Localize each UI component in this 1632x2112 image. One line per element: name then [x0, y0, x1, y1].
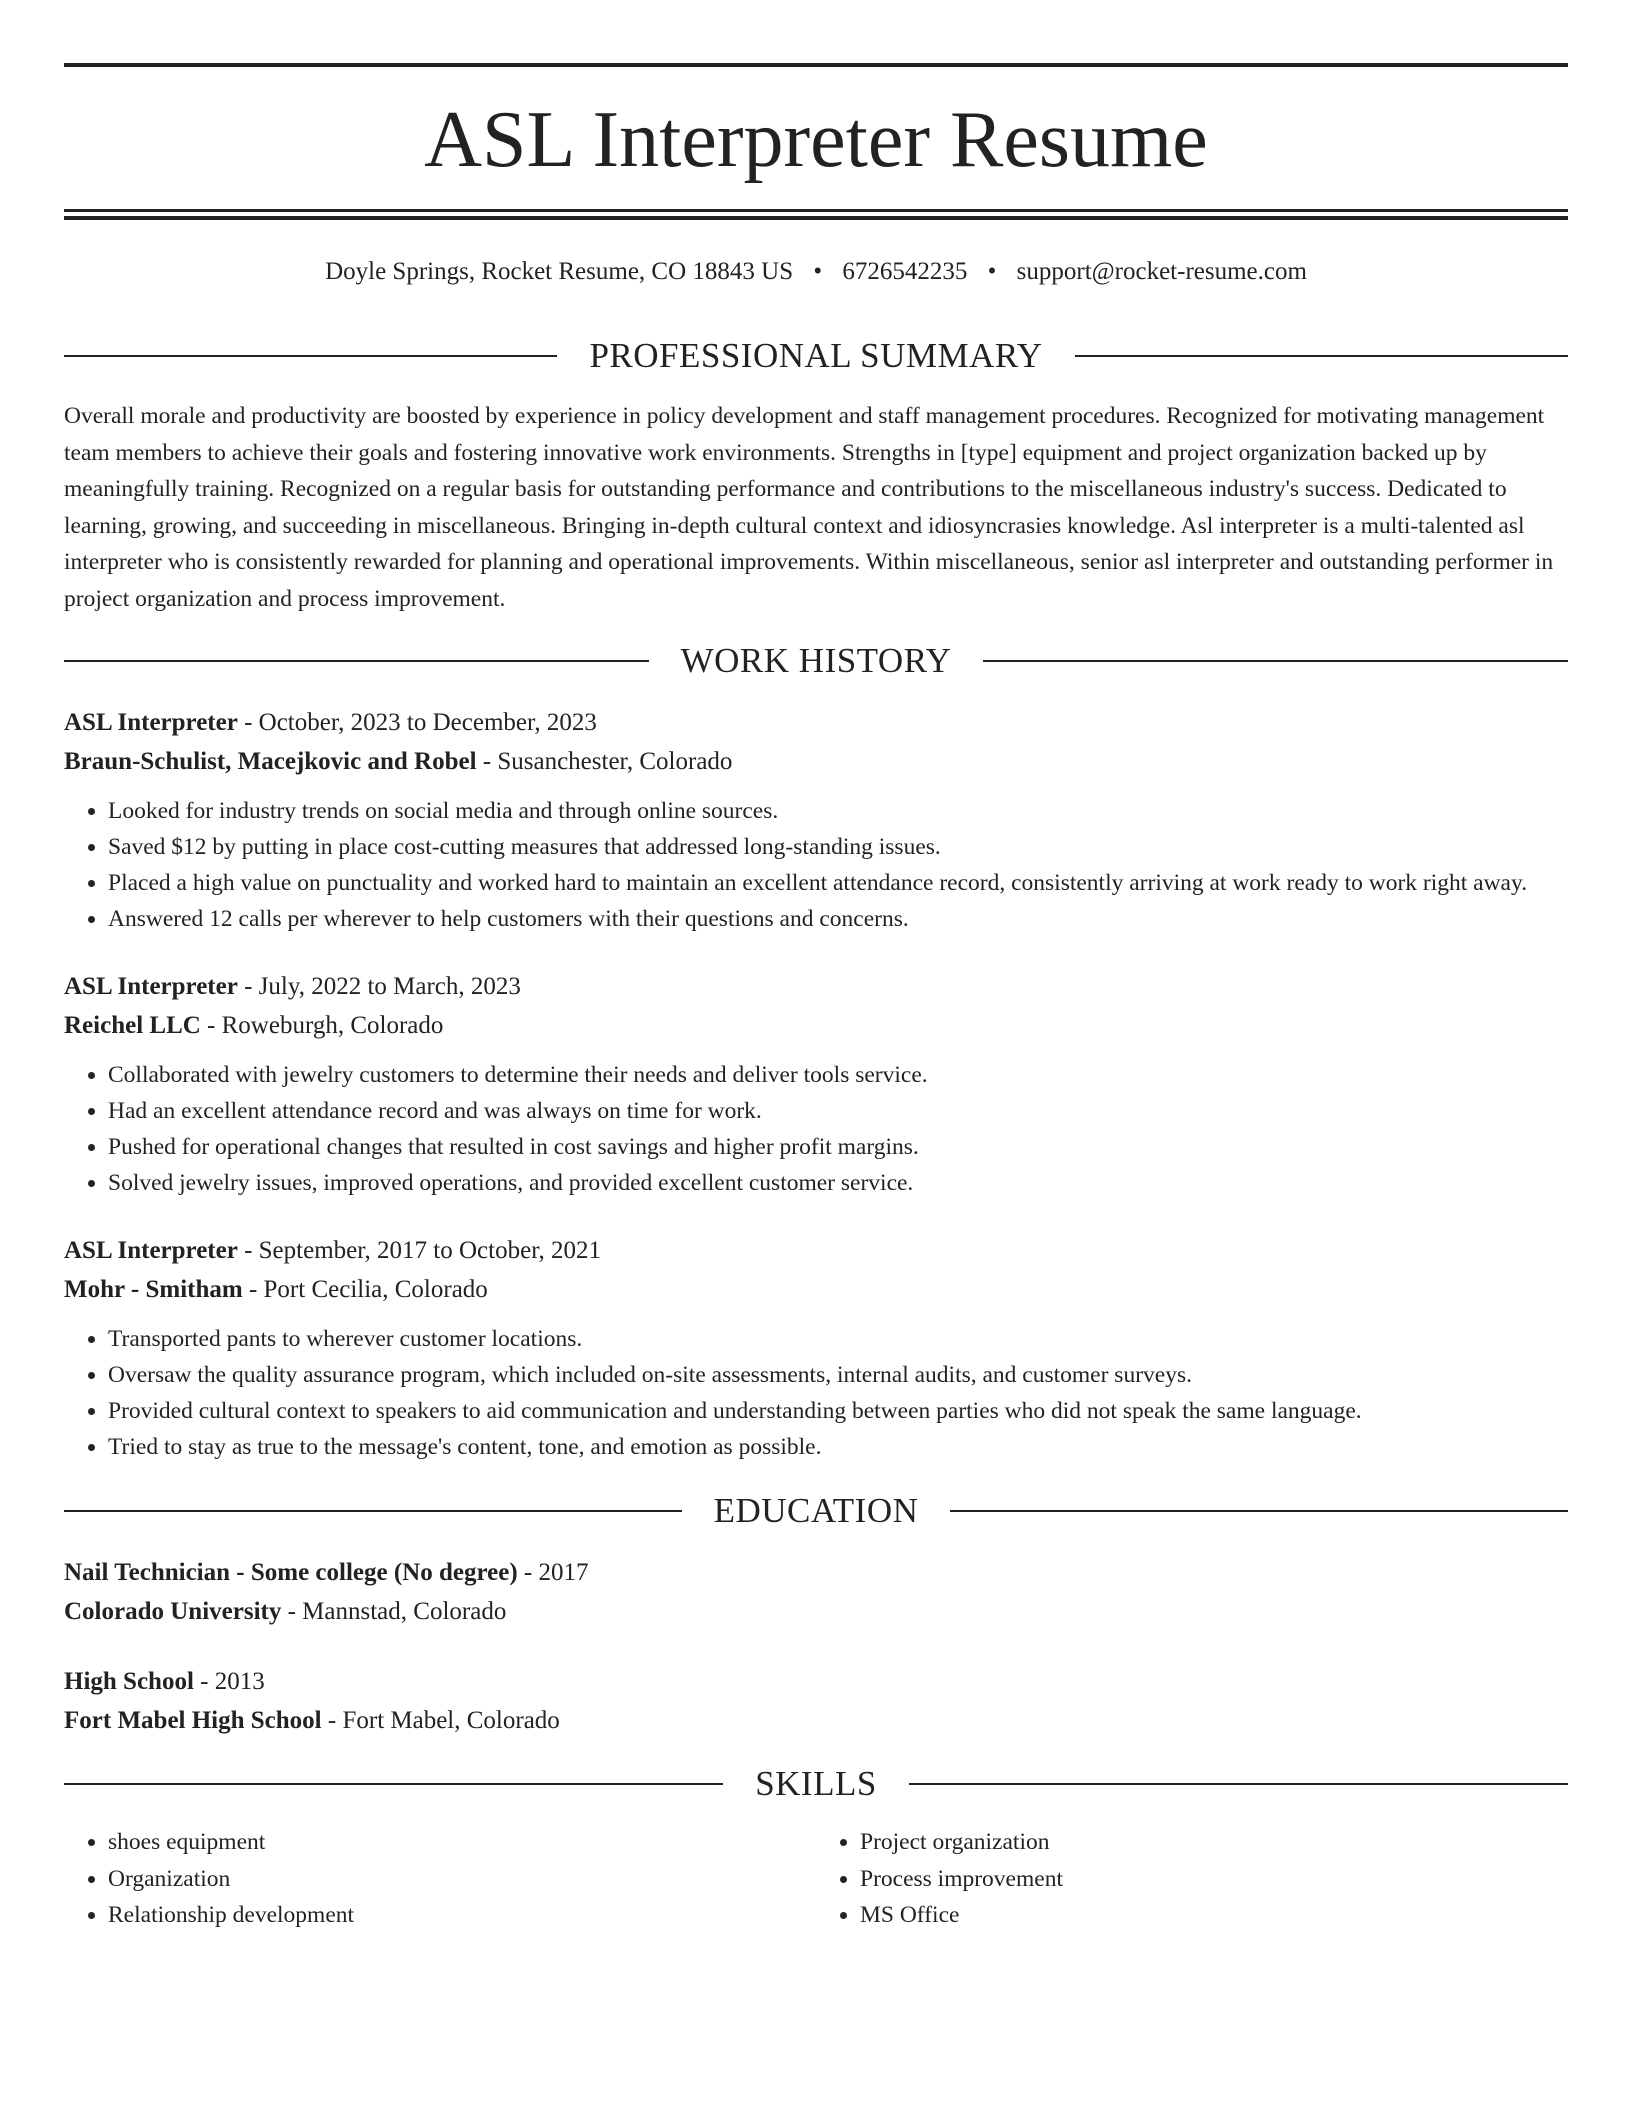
job-bullets	[64, 1057, 1568, 1201]
job-location: - Roweburgh, Colorado	[200, 1012, 444, 1039]
section-heading-work	[64, 635, 1568, 687]
education-school-line	[64, 1592, 1568, 1631]
contact-line	[64, 254, 1568, 290]
job-bullets	[64, 793, 1568, 937]
work-history-list	[64, 703, 1568, 1465]
section-label: SKILLS	[755, 1764, 877, 1803]
contact-email: support@rocket-resume.com	[1016, 258, 1307, 285]
list-item: • shoes equipment	[108, 1824, 816, 1861]
contact-separator: •	[987, 258, 997, 285]
job-company-line	[64, 1006, 1568, 1045]
contact-address: Doyle Springs, Rocket Resume, CO 18843 US	[325, 258, 794, 285]
list-item: • Organization	[108, 1861, 816, 1898]
skills-list-right	[816, 1824, 1568, 1934]
heading-rule	[64, 1510, 682, 1512]
section-heading-skills	[64, 1758, 1568, 1810]
list-item: • Collaborated with jewelry customers to determine their needs and deliver tools service.	[108, 1057, 1568, 1093]
job-entry	[64, 1231, 1568, 1465]
list-item: • Placed a high value on punctuality and worked hard to maintain an excellent attendance record, consistently arriving at work ready to work right away.	[108, 865, 1568, 901]
skills-columns	[64, 1824, 1568, 1934]
heading-rule	[64, 355, 557, 357]
resume-content	[64, 330, 1568, 1934]
list-item: • Looked for industry trends on social media and through online sources.	[108, 793, 1568, 829]
list-item: • Relationship development	[108, 1897, 816, 1934]
job-dates: - July, 2022 to March, 2023	[237, 973, 521, 1000]
job-title-line	[64, 703, 1568, 742]
education-degree-line	[64, 1662, 1568, 1701]
list-item: • Provided cultural context to speakers to aid communication and understanding between parties who did not speak the same language.	[108, 1393, 1568, 1429]
section-label: PROFESSIONAL SUMMARY	[589, 336, 1043, 375]
top-rule	[64, 63, 1568, 67]
list-item: • Process improvement	[860, 1861, 1568, 1898]
education-year: - 2013	[193, 1668, 265, 1695]
education-entry	[64, 1662, 1568, 1740]
education-degree-line	[64, 1553, 1568, 1592]
section-heading-summary	[64, 330, 1568, 382]
job-company-line	[64, 1270, 1568, 1309]
list-item: • Had an excellent attendance record and was always on time for work.	[108, 1093, 1568, 1129]
section-heading-education	[64, 1485, 1568, 1537]
education-school: Fort Mabel High School	[64, 1707, 322, 1734]
job-location: - Susanchester, Colorado	[476, 748, 733, 775]
title-rule-upper	[64, 209, 1568, 212]
education-degree: High School	[64, 1668, 194, 1695]
heading-rule	[950, 1510, 1568, 1512]
page-title: ASL Interpreter Resume	[424, 96, 1208, 184]
job-entry	[64, 703, 1568, 937]
education-school-line	[64, 1701, 1568, 1740]
contact-phone: 6726542235	[842, 258, 968, 285]
education-year: - 2017	[517, 1559, 589, 1586]
section-label: EDUCATION	[713, 1491, 919, 1530]
skills-list-left	[64, 1824, 816, 1934]
heading-rule	[64, 1783, 723, 1785]
job-title-line	[64, 967, 1568, 1006]
heading-rule	[983, 660, 1568, 662]
education-list	[64, 1553, 1568, 1740]
education-school: Colorado University	[64, 1598, 282, 1625]
heading-rule	[64, 660, 649, 662]
education-location: - Mannstad, Colorado	[281, 1598, 507, 1625]
job-title: ASL Interpreter	[64, 973, 238, 1000]
job-title-line	[64, 1231, 1568, 1270]
job-title: ASL Interpreter	[64, 709, 238, 736]
list-item: • Answered 12 calls per wherever to help customers with their questions and concerns.	[108, 901, 1568, 937]
job-location: - Port Cecilia, Colorado	[242, 1276, 488, 1303]
list-item: • Oversaw the quality assurance program, which included on-site assessments, internal audits, and customer surveys.	[108, 1357, 1568, 1393]
list-item: • Pushed for operational changes that resulted in cost savings and higher profit margins.	[108, 1129, 1568, 1165]
education-entry	[64, 1553, 1568, 1631]
contact-separator: •	[813, 258, 823, 285]
heading-rule	[909, 1783, 1568, 1785]
education-degree: Nail Technician - Some college (No degree)	[64, 1559, 518, 1586]
list-item: • Solved jewelry issues, improved operations, and provided excellent customer service.	[108, 1165, 1568, 1201]
education-location: - Fort Mabel, Colorado	[321, 1707, 560, 1734]
job-dates: - September, 2017 to October, 2021	[237, 1237, 602, 1264]
section-label: WORK HISTORY	[680, 641, 952, 680]
heading-rule	[1075, 355, 1568, 357]
job-dates: - October, 2023 to December, 2023	[237, 709, 597, 736]
job-title: ASL Interpreter	[64, 1237, 238, 1264]
job-company-line	[64, 742, 1568, 781]
summary-text: Overall morale and productivity are boosted by experience in policy development and staff management procedures. Recognized for motivating management team members to achieve their goals and fostering innovative work environments. Strengths in [type] equipment and project organization backed up by meaningfully training. Recognized on a regular basis for outstanding performance and contributions to the miscellaneous industry's success. Dedicated to learning, growing, and succeeding in miscellaneous. Bringing in-depth cultural context and idiosyncrasies knowledge. Asl interpreter is a multi-talented asl interpreter who is consistently rewarded for planning and operational improvements. Within miscellaneous, senior asl interpreter and outstanding performer in project organization and process improvement.	[64, 403, 1554, 612]
list-item: • Project organization	[860, 1824, 1568, 1861]
list-item: • Transported pants to wherever customer locations.	[108, 1321, 1568, 1357]
title-rule-lower	[64, 216, 1568, 220]
job-bullets	[64, 1321, 1568, 1465]
list-item: • Tried to stay as true to the message's content, tone, and emotion as possible.	[108, 1429, 1568, 1465]
job-company: Reichel LLC	[64, 1012, 201, 1039]
list-item: • MS Office	[860, 1897, 1568, 1934]
job-company: Mohr - Smitham	[64, 1276, 243, 1303]
job-entry	[64, 967, 1568, 1201]
job-company: Braun-Schulist, Macejkovic and Robel	[64, 748, 477, 775]
list-item: • Saved $12 by putting in place cost-cutting measures that addressed long-standing issues.	[108, 829, 1568, 865]
